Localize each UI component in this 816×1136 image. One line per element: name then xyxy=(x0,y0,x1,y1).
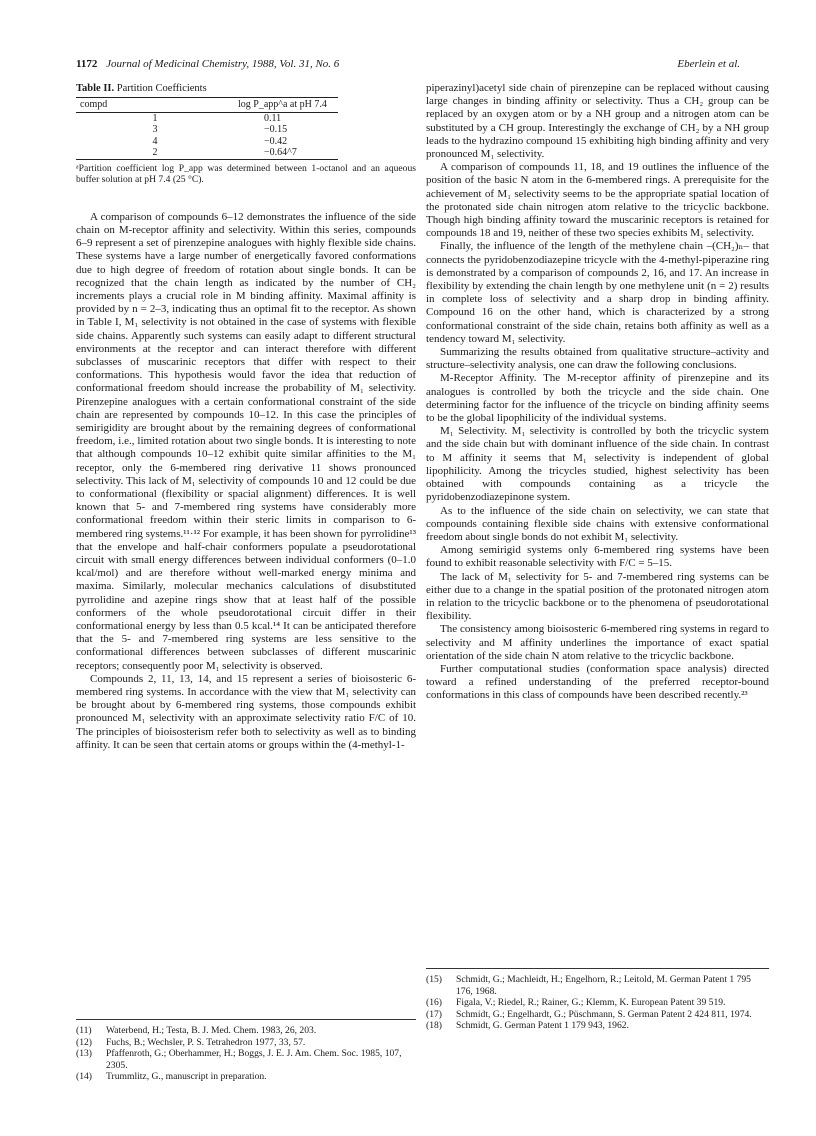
footnote-text: Waterbend, H.; Testa, B. J. Med. Chem. 1983, 26, 203. xyxy=(106,1025,317,1036)
footnote-number: (13) xyxy=(76,1048,92,1059)
table-row xyxy=(76,112,338,124)
table-row xyxy=(76,147,338,159)
table-footnote: ᵃPartition coefficient log P_app was determined between 1-octanol and an aqueous buffer solution at pH 7.4 (25 °C). xyxy=(76,162,416,185)
footnote-item xyxy=(426,974,769,997)
table-header-cell: log P_app^a at pH 7.4 xyxy=(234,98,338,113)
table-header-row xyxy=(76,98,338,113)
partition-coefficients-table xyxy=(76,97,338,160)
table-title: Partition Coefficients xyxy=(116,83,207,94)
footnote-item xyxy=(76,1025,416,1037)
table-cell: 2 xyxy=(76,147,234,159)
body-paragraph: The lack of M₁ selectivity for 5- and 7-membered ring systems can be either due to a change in the spatial position of the protonated nitrogen atom in relation to the tricyclic backbone or to the phenomena of pseudorotational flexibility. xyxy=(426,570,769,623)
footnote-number: (18) xyxy=(426,1020,442,1031)
footnote-text: Pfaffenroth, G.; Oberhammer, H.; Boggs, J. E. J. Am. Chem. Soc. 1985, 107, 2305. xyxy=(106,1048,402,1071)
table-cell: −0.42 xyxy=(264,135,288,147)
left-column xyxy=(76,82,416,752)
footnote-number: (14) xyxy=(76,1071,92,1082)
body-paragraph: Among semirigid systems only 6-membered ring systems have been found to exhibit reasonable selectivity with F/C = 5–15. xyxy=(426,544,769,570)
body-paragraph: Further computational studies (conformation space analysis) directed toward a refined understanding of the preferred receptor-bound conformations in this class of compounds have been described recently.²³ xyxy=(426,662,769,702)
body-paragraph: As to the influence of the side chain on selectivity, we can state that compounds containing flexible side chains with extensive conformational freedom about single bonds do not exhibit M₁ selectivity. xyxy=(426,504,769,543)
journal-citation: Journal of Medicinal Chemistry, 1988, Vol. 31, No. 6 xyxy=(106,58,340,70)
footnote-item xyxy=(426,1020,769,1032)
footnote-text: Trummlitz, G., manuscript in preparation. xyxy=(106,1071,267,1082)
footnote-text: Schmidt, G.; Machleidt, H.; Engelhorn, R.; Leitold, M. German Patent 1 795 176, 1968. xyxy=(456,974,751,997)
body-paragraph: A comparison of compounds 6–12 demonstrates the influence of the side chain on M-receptor affinity and selectivity. Within this series, compounds 6–9 represent a set of pirenzepine analogues with highly flexible side chains. These systems have a large number of energetically favored conformations due to high degree of freedom of rotation about single bonds. It can be recognized that the chain length as indicated by the number of CH₂ increments plays a crucial role in M binding affinity. Maximal affinity is provided by n = 2–3, indicating thus an optimal fit to the receptor. As shown in Table I, M₁ selectivity is not obtained in the case of systems with flexible side chains. Apparently such systems can easily adapt to different structural environments at the receptor and can interact therefore with different subclasses of muscarinic receptors that differ with respect to their conformations. This hypothesis would favor the idea that reduction of conformational freedom should increase the probability of M₁ selectivity. Pirenzepine analogues with a certain conformational constraint of the side chain are represented by compounds 10–12. In this case the principles of semirigidity are brought about by the remaining degrees of conformational freedom, i.e., limited rotation about two single bonds. It is interesting to note that although compounds 10–12 exhibit quite similar affinities to the M₁ receptor, only the 6-membered ring derivative 11 shows pronounced selectivity. This lack of M₁ selectivity of compounds 10 and 12 could be due to conformational (flexibility or spacial alignment) differences. It is well known that 5- and 7-membered ring systems have considerably more conformational freedom within their steric limits in comparison to 6-membered ring systems.¹¹·¹² For example, it has been shown for pyrrolidine¹³ that the envelope and half-chair conformers populate a pseudorotational circuit with small energy differences between individual conformers (0–1.0 kcal/mol) and are therefore without well-marked energy minima and maxima. Similarly, molecular mechanics calculations of disubstituted pyrrolidine and azepine rings show that at least half of the possible conformers of the whole pseudorotational circuit differ in their conformational energy by less than 0.5 kcal.¹⁴ It can be anticipated therefore that the 5- and 7-membered ring systems are less sensitive to the conformational differences between subclasses of different muscarinic receptors; consequently poor M₁ selectivity is observed. xyxy=(76,210,416,672)
footnote-item xyxy=(76,1071,416,1083)
footnote-item xyxy=(76,1048,416,1071)
table-cell: 4 xyxy=(152,135,158,147)
footnote-item xyxy=(426,1009,769,1021)
body-paragraph: A comparison of compounds 11, 18, and 19 outlines the influence of the position of the basic N atom in the 6-membered rings. A prerequisite for the achievement of M₁ selectivity seems to be the appropriate spatial location of the protonated side chain nitrogen atom relative to the tricyclic backbone. Though high binding affinity toward the muscarinic receptors is retained for compounds 18 and 19, neither of these two species exhibits M₁ selectivity. xyxy=(426,161,769,240)
body-paragraph: piperazinyl)acetyl side chain of pirenzepine can be replaced without causing large changes in binding affinity or selectivity. Thus a CH₂ group can be replaced by an oxygen atom or by a NH group and a nitrogen atom can be substituted by a CH group. Interestingly the exchange of CH₂ by a NH group leads to the hydrazino compound 15 exhibiting high binding affinity and very pronounced M₁ selectivity. xyxy=(426,82,769,161)
table-cell: −0.64^7 xyxy=(234,147,338,159)
footnotes-right xyxy=(426,968,769,1032)
running-header xyxy=(76,58,339,70)
footnote-item xyxy=(76,1037,416,1049)
footnote-text: Fuchs, B.; Wechsler, P. S. Tetrahedron 1977, 33, 57. xyxy=(106,1036,306,1048)
page-number: 1172 xyxy=(76,58,98,70)
body-paragraph: The consistency among bioisosteric 6-membered ring systems in regard to selectivity and M affinity underlines the importance of exact spatial orientation of the side chain N atom relative to the tricyclic backbone. xyxy=(426,623,769,662)
body-paragraph: M₁ Selectivity. M₁ selectivity is controlled by both the tricyclic system and the side chain but with dominant influence of the side chain. In contrast to M affinity it seems that M₁ selectivity is independent of global lipophilicity. Among the tricycles studied, highest selectivity has been obtained with compounds containing as a tricycle the pyridobenzodiazepinone system. xyxy=(426,425,769,504)
body-paragraph: Finally, the influence of the length of the methylene chain –(CH₂)ₙ– that connects the pyridobenzodiazepine tricycle with the 4-methyl-piperazine ring is demonstrated by a comparison of compounds 2, 16, and 17. An increase in flexibility by extending the chain length by one methylene unit (n = 2) results in complete loss of selectivity and a sharp drop in binding affinity. Compound 16 on the other hand, which is characterized by a strong conformational constraint of the side chain, retains both affinity as well as a tendency toward M₁ selectivity. xyxy=(426,240,769,345)
table-caption xyxy=(76,82,416,95)
footnote-text: Schmidt, G.; Engelhardt, G.; Püschmann, S. German Patent 2 424 811, 1974. xyxy=(456,1008,752,1020)
footnote-text: Figala, V.; Riedel, R.; Rainer, G.; Klemm, K. European Patent 39 519. xyxy=(456,997,726,1008)
footnote-number: (16) xyxy=(426,997,442,1008)
body-paragraph: Summarizing the results obtained from qualitative structure–activity and structure–selectivity analysis, one can draw the following conclusions. xyxy=(426,346,769,372)
table-row xyxy=(76,136,338,148)
footnote-text: Schmidt, G. German Patent 1 179 943, 1962. xyxy=(456,1020,629,1031)
table-label: Table II. xyxy=(76,83,115,94)
table-header-cell: compd xyxy=(76,98,234,113)
table-cell: −0.15 xyxy=(264,124,288,136)
footnote-number: (11) xyxy=(76,1025,92,1036)
table-cell: 1 xyxy=(152,112,158,124)
body-paragraph: M-Receptor Affinity. The M-receptor affinity of pirenzepine and its analogues is controlled by both the tricycle and the side chain. One determining factor for the influence of the tricycle on binding affinity seems to be the global lipophilicity of the individual systems. xyxy=(426,372,769,425)
footnotes-left xyxy=(76,1019,416,1083)
footnote-number: (17) xyxy=(426,1008,442,1020)
footnote-number: (15) xyxy=(426,974,442,985)
author-header: Eberlein et al. xyxy=(677,58,740,70)
table-cell: 0.11 xyxy=(264,112,282,124)
table-cell: 3 xyxy=(152,124,158,136)
footnote-number: (12) xyxy=(76,1036,92,1048)
table-row xyxy=(76,124,338,136)
right-column xyxy=(426,82,769,703)
body-paragraph: Compounds 2, 11, 13, 14, and 15 represent a series of bioisosteric 6-membered ring systems. In accordance with the view that M₁ selectivity can be brought about by 6-membered ring systems, those compounds exhibit pronounced M₁ selectivity with an approximate selectivity ratio F/C of 10. The principles of bioisosterism refer both to selectivity as well as to binding affinity. It can be seen that certain atoms or groups within the (4-methyl-1- xyxy=(76,672,416,751)
footnote-item xyxy=(426,997,769,1009)
